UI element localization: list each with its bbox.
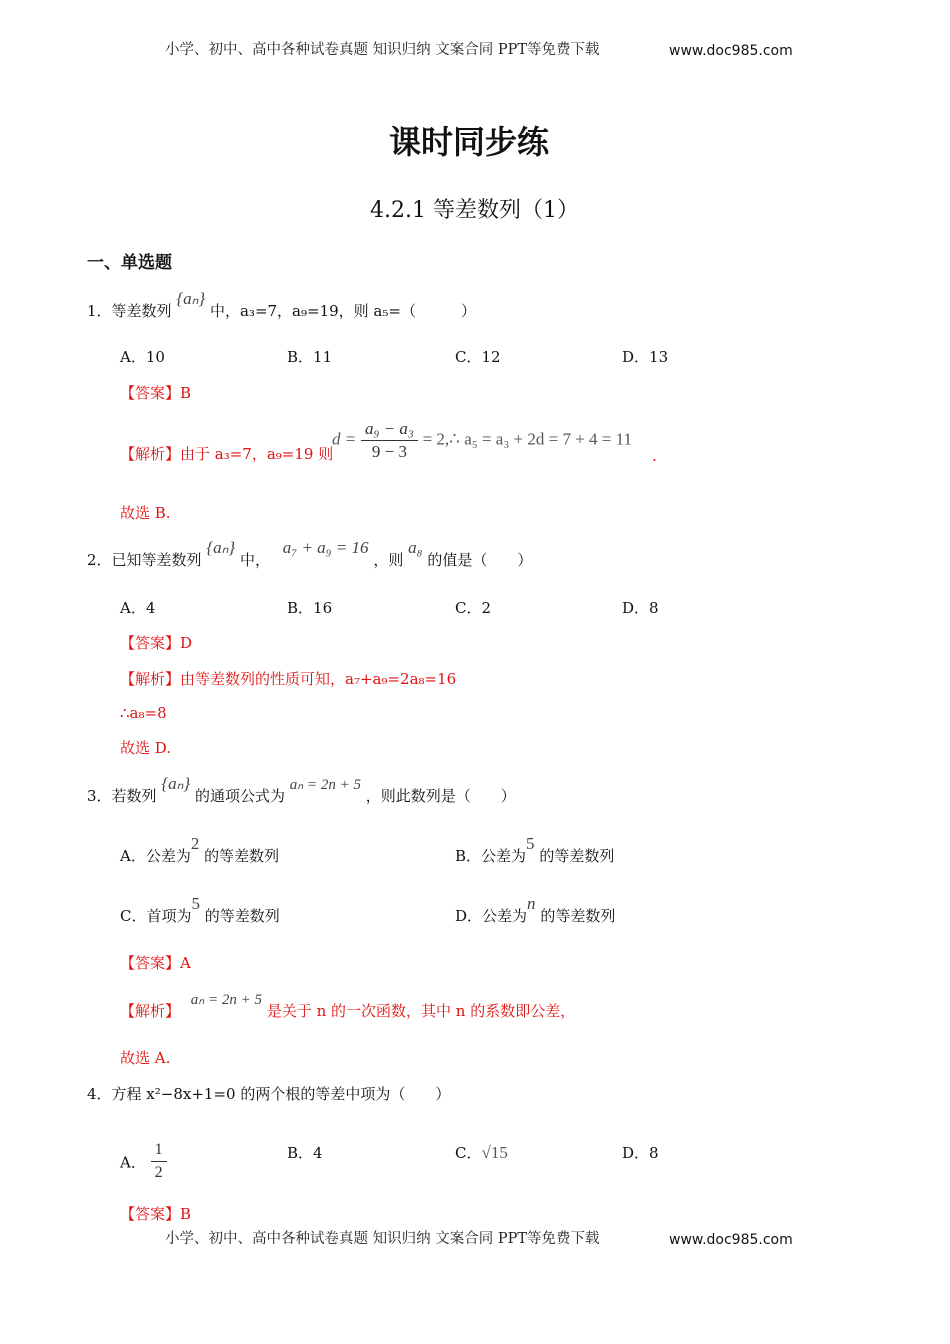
q1-option-c: C．12 [455,348,501,366]
q1-formula [332,418,632,463]
q1-stem-b: 中，a₃=7，a₉=19，则 a₅=（ ） [209,302,476,320]
q3-stem-c: ，则此数列是（ ） [365,787,516,805]
q4-option-c [455,1143,508,1163]
header-url[interactable]: www.doc985.com [669,43,793,59]
q2-conclusion: 故选 D. [120,739,172,757]
q2-stem-c: ，则 [373,551,404,569]
footer-text: 小学、初中、高中各种试卷真题 知识归纳 文案合同 PPT等免费下载 [165,1231,600,1247]
opt-val: 5 [526,834,535,853]
q2-stem-b: 中， [239,551,270,569]
opt-pre: C．首项为 [120,907,192,925]
q1-option-b: B．11 [287,348,333,366]
analysis-text: 是关于 n 的一次函数，其中 n 的系数即公差， [266,1002,576,1020]
opt-val: n [527,894,536,913]
q3-set: {aₙ} [161,774,191,793]
q3-conclusion: 故选 A. [120,1049,171,1067]
q1-option-a: A．10 [120,348,165,366]
formula-period: . [652,447,657,465]
denominator: 2 [154,1164,163,1181]
q2-answer: 【答案】D [120,634,193,652]
header-text: 小学、初中、高中各种试卷真题 知识归纳 文案合同 PPT等免费下载 [165,42,600,58]
analysis-label: 【解析】 [120,1002,181,1020]
q2-analysis: 【解析】由等差数列的性质可知，a₇+a₉=2a₈=16 [120,670,457,688]
opt-post: 的等差数列 [539,847,615,865]
question-3-stem [87,774,516,807]
footer-url[interactable]: www.doc985.com [669,1232,793,1248]
opt-val: √15 [481,1143,508,1162]
q2-set: {aₙ} [206,538,236,557]
page-title: 课时同步练 [389,123,550,161]
fraction [151,1139,167,1184]
formula-rhs: = 2,∴ a₅ = a₃ + 2d = 7 + 4 = 11 [422,429,632,449]
q1-option-d: D．13 [622,348,669,366]
q2-option-c: C．2 [455,599,492,617]
formula-lhs: d = [332,429,357,449]
q2-stem-d: 的值是（ ） [427,551,533,569]
opt-post: 的等差数列 [204,907,280,925]
numerator: 1 [151,1139,167,1162]
numerator: a₉ − a₃ [361,418,418,441]
opt-pre: B．公差为 [455,847,527,865]
q3-stem-a: 3．若数列 [87,787,157,805]
q4-option-b: B．4 [287,1144,323,1162]
opt-val: 5 [191,894,200,913]
question-2-stem [87,538,533,570]
q3-option-b [455,834,615,866]
q2-condition: a₇ + a₉ = 16 [282,538,369,557]
q2-option-a: A．4 [120,599,156,617]
q3-stem-b: 的通项公式为 [194,787,285,805]
analysis-formula: aₙ = 2n + 5 [190,992,263,1008]
q4-option-d: D．8 [622,1144,659,1162]
q3-option-c [120,894,280,926]
q1-set: {aₙ} [176,289,206,308]
opt-post: 的等差数列 [540,907,616,925]
opt-label: C． [455,1144,482,1162]
q1-conclusion: 故选 B. [120,504,171,522]
q1-stem-a: 1．等差数列 [87,302,172,320]
denominator: 9 − 3 [371,442,407,461]
opt-post: 的等差数列 [204,847,280,865]
opt-pre: A．公差为 [120,847,191,865]
q4-answer: 【答案】B [120,1205,192,1223]
q4-option-a [120,1143,167,1184]
opt-pre: D．公差为 [455,907,528,925]
q2-option-d: D．8 [622,599,659,617]
section-heading: 一、单选题 [87,253,172,273]
q3-answer: 【答案】A [120,954,191,972]
q2-option-b: B．16 [287,599,333,617]
page-subtitle: 4.2.1 等差数列（1） [370,198,579,223]
q3-option-d [455,894,616,926]
q3-analysis [120,992,576,1022]
q2-stem-a: 2．已知等差数列 [87,551,202,569]
q3-option-a [120,834,280,866]
opt-val: 2 [190,834,200,853]
q2-step: ∴a₈=8 [120,704,167,722]
question-4-stem: 4．方程 x²−8x+1=0 的两个根的等差中项为（ ） [87,1085,451,1103]
q1-answer: 【答案】B [120,384,192,402]
q2-a8: a₈ [408,538,423,557]
q1-analysis: 【解析】由于 a₃=7，a₉=19 则 [120,445,334,463]
fraction [361,418,418,463]
question-1-stem [87,289,476,321]
opt-label: A． [120,1153,146,1172]
q3-formula: aₙ = 2n + 5 [289,777,362,793]
